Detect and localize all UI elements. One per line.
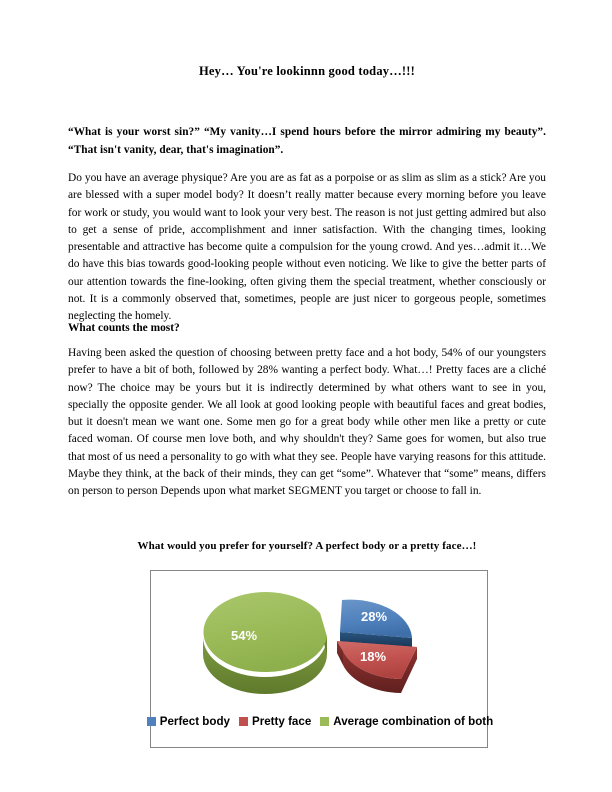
pie-chart-container (150, 570, 494, 748)
pie-label-pretty-face: 18% (359, 649, 387, 664)
pie-label-average-combination: 54% (230, 628, 258, 643)
legend-item-pretty-face[interactable] (239, 715, 311, 728)
legend-item-perfect-body[interactable] (147, 715, 230, 728)
pie-slice-average-combination[interactable] (203, 592, 327, 694)
legend-label: Perfect body (159, 715, 230, 728)
page-title: Hey… You're lookinnn good today…!!! (198, 64, 416, 78)
body-paragraph-1: Do you have an average physique? Are you are as fat as a porpoise or as slim as slim as a stick? Are you are blessed with a super model body? It doesn’t really matter because every morning before you leave for work or study, you would want to look your very best. The reason is not just getting admired but also to get a sense of pride, accomplishment and inner satisfaction. With the changing times, looking presentable and attractive has become quite a compulsion for the young crowd. And yes…admit it…We do have this bias towards good-looking people without even noticing. We like to give the better parts of our attention towards the fine-looking, often giving them the special treatment, whether consciously or not. It is a commonly observed that, sometimes, people are just nicer to gorgeous people, sometimes neglecting the homely. (68, 172, 546, 323)
lead-quote-paragraph: “What is your worst sin?” “My vanity…I spend hours before the mirror admiring my beauty”. “That isn't vanity, dear, that's imagination”. (68, 126, 546, 156)
legend-swatch-icon (320, 717, 329, 726)
legend-swatch-icon (239, 717, 248, 726)
legend-label: Pretty face (251, 715, 312, 728)
pie-plot-area (151, 571, 489, 703)
section-heading: What counts the most? (68, 322, 180, 334)
pie-label-perfect-body: 28% (360, 609, 388, 624)
legend-label: Average combination of both (333, 715, 494, 728)
pie-chart-graphic (165, 575, 475, 703)
body-paragraph-2: Having been asked the question of choosing between pretty face and a hot body, 54% of our youngsters prefer to have a bit of both, followed by 28% wanting a perfect body. What…! Pretty faces are a cliché now? The choice may be yours but it is indirectly determined by what others want to see in you, specially the opposite gender. We all look at good looking people with beautiful faces and great bodies, but it doesn't mean we want one. Some men go for a great body while other men like a pretty or cute faced woman. Of course men love both, and why shouldn't they? Same goes for women, but also true that most of us need a personality to go with what they see. People have varying reasons for this attitude. Maybe they think, at the back of their minds, they can get “some”. Whatever that “some” means, differs on person to person Depends upon what market SEGMENT you target or choose to fall in. (68, 347, 546, 498)
legend-item-average-combination[interactable] (320, 715, 493, 728)
chart-caption: What would you prefer for yourself? A perfect body or a pretty face…! (137, 540, 477, 552)
chart-legend (151, 715, 494, 728)
legend-swatch-icon (147, 717, 156, 726)
